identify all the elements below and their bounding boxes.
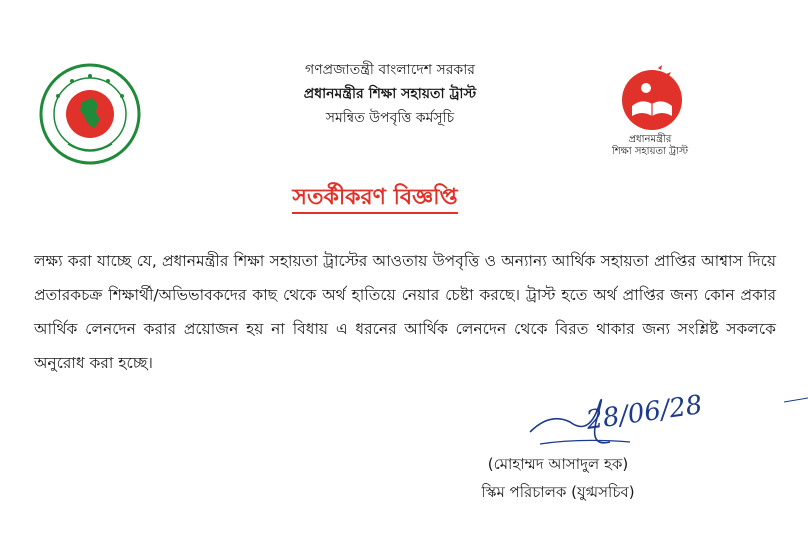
edge-pen-mark [784,396,808,404]
signer-title: স্কিম পরিচালক (যুগ্মসচিব) [481,483,635,501]
notice-title-text: সতর্কীকরণ বিজ্ঞপ্তি [292,185,457,214]
program-name: সমন্বিত উপবৃত্তি কর্মসূচি [325,110,455,126]
trust-logo [596,60,704,170]
notice-title [210,180,540,217]
signer-name: (মোহাম্মদ আসাদুল হক) [487,455,629,473]
signer-block [448,450,668,506]
trust-logo-caption [596,134,704,158]
signature-date: 28/06/28 [584,390,705,436]
trust-logo-line1: প্রধানমন্ত্রীর [628,134,672,145]
trust-logo-line2: শিক্ষা সহায়তা ট্রাস্ট [611,146,689,157]
government-name: গণপ্রজাতন্ত্রী বাংলাদেশ সরকার [305,62,475,78]
trust-emblem-icon [596,60,704,134]
government-seal-logo [38,62,142,166]
header-block [240,58,540,130]
trust-name: প্রধানমন্ত্রীর শিক্ষা সহায়তা ট্রাস্ট [303,86,477,102]
notice-body: লক্ষ্য করা যাচ্ছে যে, প্রধানমন্ত্রীর শিক্ষা সহায়তা ট্রাস্টের আওতায় উপবৃত্তি ও অন্যান্য আর্থিক সহায়তা প্রাপ্তির আশ্বাস দিয়ে প্রতারকচক্র শিক্ষার্থী/অভিভাবকদের কাছ থেকে অর্থ হাতিয়ে নেয়ার চেষ্টা করছে। ট্রাস্ট হতে অর্থ প্রাপ্তির জন্য কোন প্রকার আর্থিক লেনদেন করার প্রয়োজন হয় না বিধায় এ ধরনের আর্থিক লেনদেন থেকে বিরত থাকার জন্য সংশ্লিষ্ট সকলকে অনুরোধ করা হচ্ছে। [34,252,776,372]
